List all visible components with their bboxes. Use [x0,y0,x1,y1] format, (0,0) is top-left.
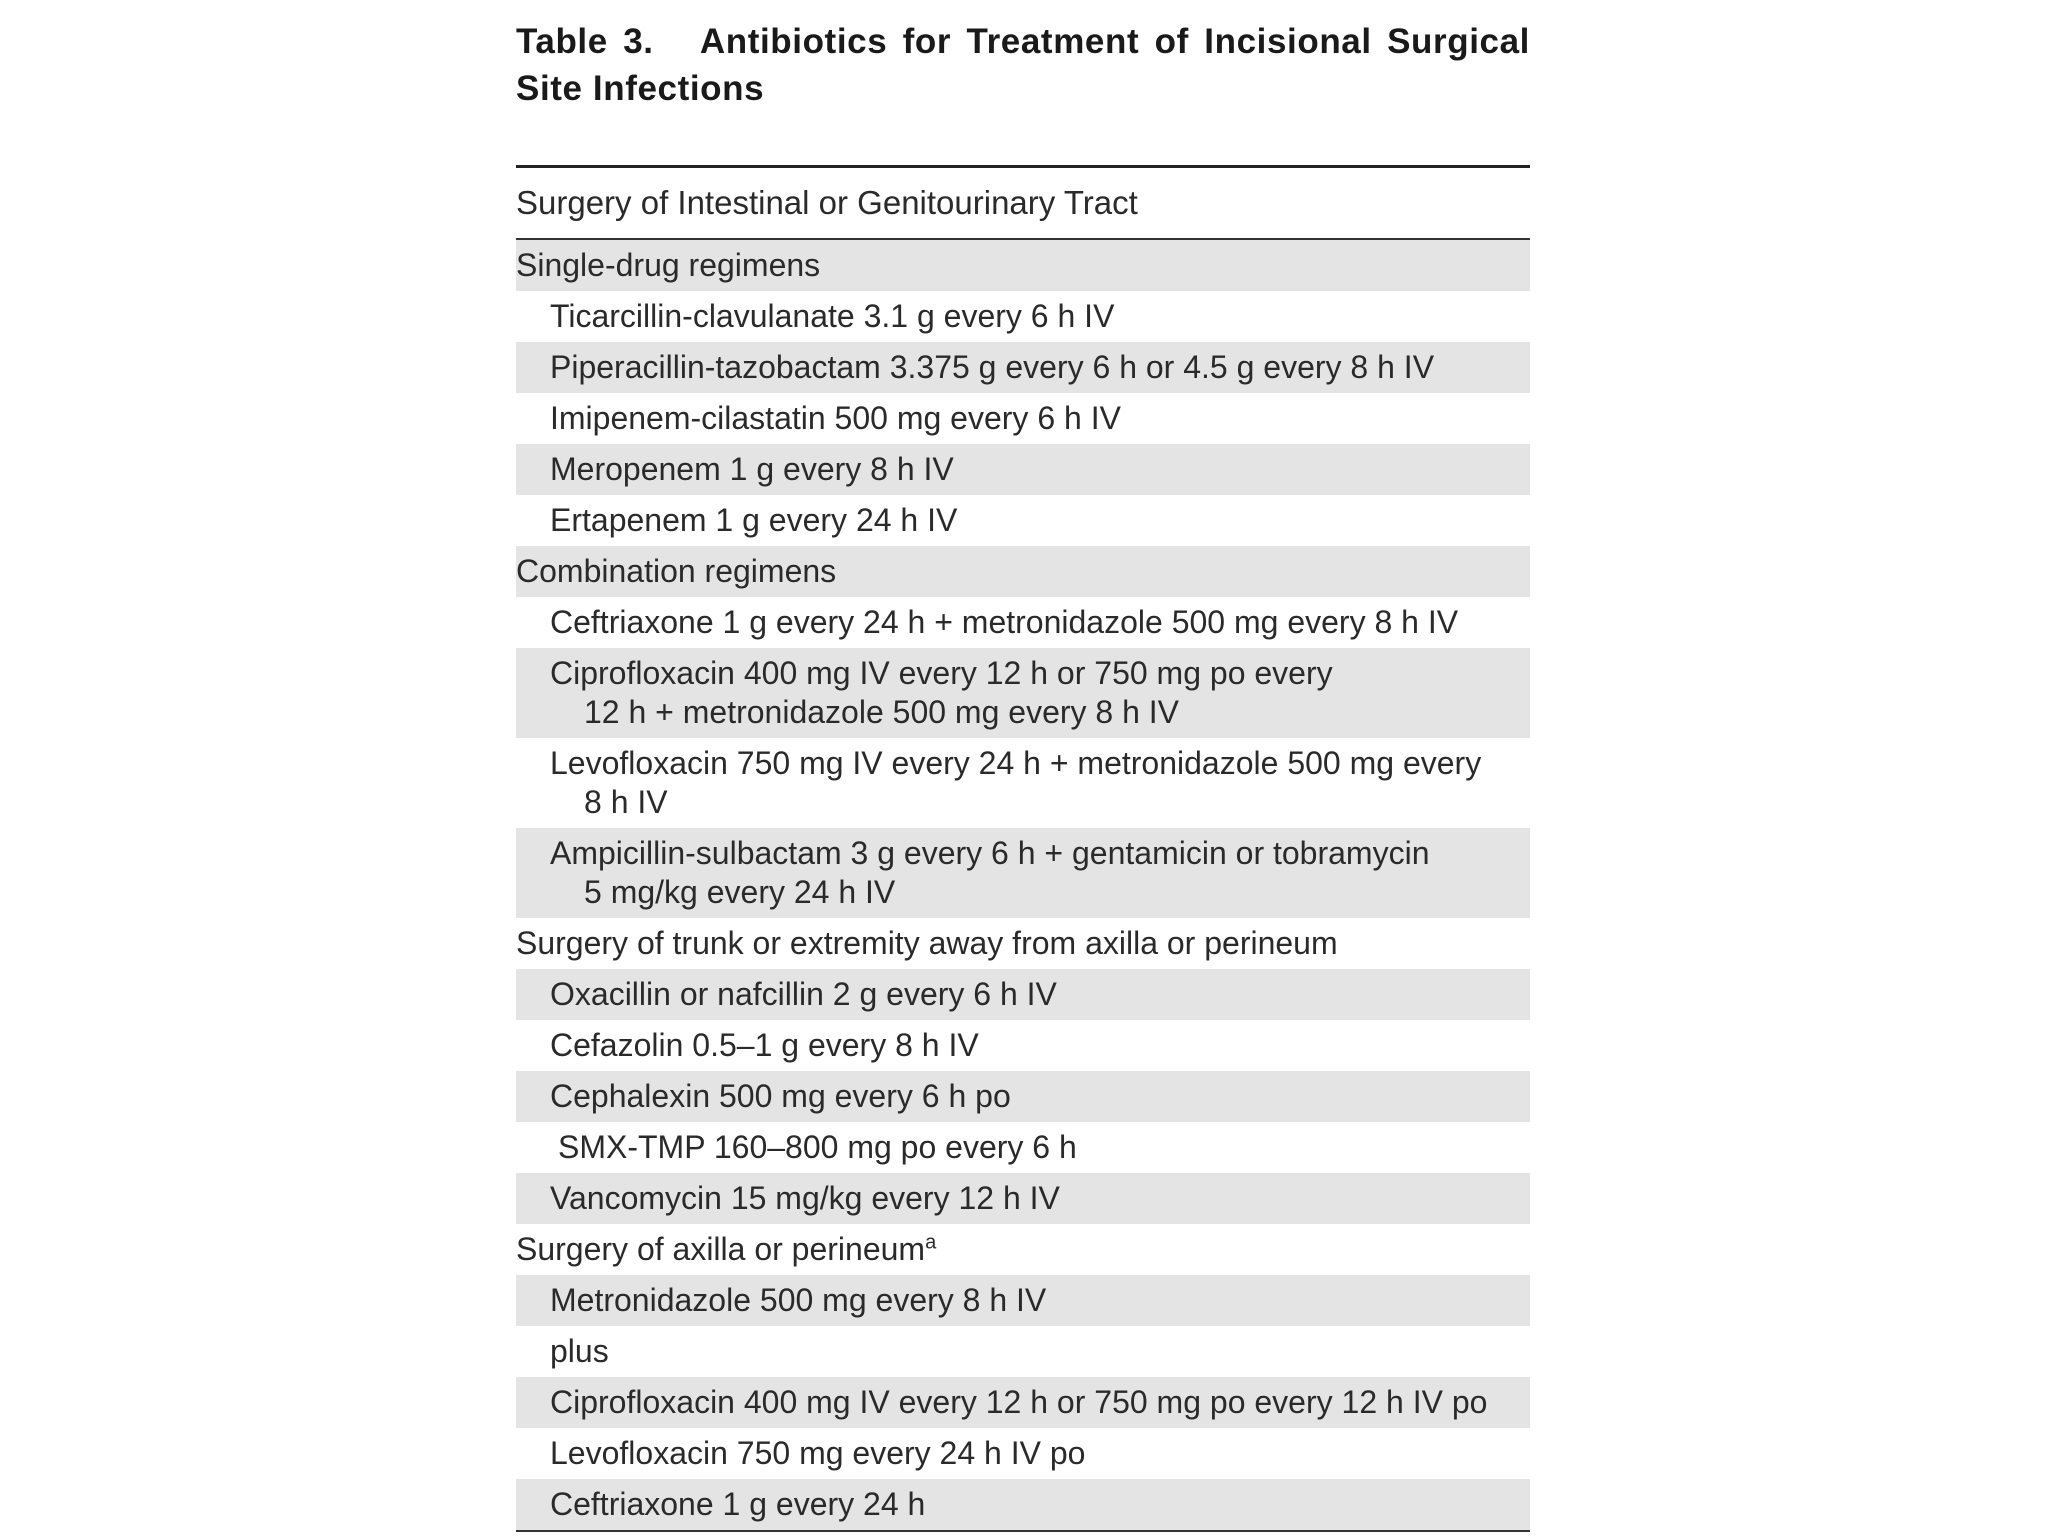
regimen-text: Ertapenem 1 g every 24 h IV [550,502,958,538]
table-row [516,444,1530,495]
table-row [516,1275,1530,1326]
table-section-row [516,240,1530,291]
bottom-rule [516,1530,1530,1532]
regimen-text: Cefazolin 0.5–1 g every 8 h IV [550,1027,979,1063]
table-row [516,495,1530,546]
table-row [516,291,1530,342]
table-header: Surgery of Intestinal or Genitourinary Tract [516,184,1138,221]
regimen-text: plus [550,1333,609,1369]
table-row [516,1377,1530,1428]
document-page [516,18,1530,1532]
table-row [516,1020,1530,1071]
table-row [516,828,1530,918]
table-section-row [516,546,1530,597]
table-body [516,240,1530,1530]
table-row [516,342,1530,393]
section-label: Surgery of axilla or perineum [516,1231,926,1267]
regimen-text: Ciprofloxacin 400 mg IV every 12 h or 750 mg po every [550,655,1333,691]
regimen-text: Cephalexin 500 mg every 6 h po [550,1078,1011,1114]
section-label: Surgery of trunk or extremity away from axilla or perineum [516,925,1338,961]
table-row [516,648,1530,738]
table-number: Table 3. [516,22,654,61]
table-row [516,393,1530,444]
regimen-text: Ampicillin-sulbactam 3 g every 6 h + gentamicin or tobramycin [550,835,1430,871]
regimen-text: Piperacillin-tazobactam 3.375 g every 6 h or 4.5 g every 8 h IV [550,349,1435,385]
table-section-row [516,1224,1530,1275]
regimen-text: Ticarcillin-clavulanate 3.1 g every 6 h IV [550,298,1115,334]
table-row [516,969,1530,1020]
regimen-text: Imipenem-cilastatin 500 mg every 6 h IV [550,400,1121,436]
regimen-text: Ciprofloxacin 400 mg IV every 12 h or 750 mg po every 12 h IV po [550,1384,1488,1420]
regimen-text: Metronidazole 500 mg every 8 h IV [550,1282,1047,1318]
table-row [516,1479,1530,1530]
table-row [516,1428,1530,1479]
regimen-text-continuation: 8 h IV [584,784,668,820]
table-title [516,18,1530,128]
table-row [516,1122,1530,1173]
table-row [516,738,1530,828]
regimen-text-continuation: 12 h + metronidazole 500 mg every 8 h IV [584,694,1180,730]
table-title-text: Antibiotics for Treatment of Incisional Surgical Site Infections [516,22,1530,108]
regimen-text: Levofloxacin 750 mg every 24 h IV po [550,1435,1086,1471]
regimen-text: Levofloxacin 750 mg IV every 24 h + metronidazole 500 mg every [550,745,1482,781]
section-label: Single-drug regimens [516,247,821,283]
regimen-text: Vancomycin 15 mg/kg every 12 h IV [550,1180,1060,1216]
footnote-marker: a [925,1231,937,1254]
table-section-row [516,918,1530,969]
table-row [516,1326,1530,1377]
table-row [516,1173,1530,1224]
table-row [516,597,1530,648]
regimen-text: Ceftriaxone 1 g every 24 h + metronidazole 500 mg every 8 h IV [550,604,1459,640]
section-label: Combination regimens [516,553,837,589]
regimen-text: Oxacillin or nafcillin 2 g every 6 h IV [550,976,1057,1012]
regimen-text: Ceftriaxone 1 g every 24 h [550,1486,926,1522]
regimen-text: SMX-TMP 160–800 mg po every 6 h [558,1129,1077,1165]
table-row [516,1071,1530,1122]
regimen-text-continuation: 5 mg/kg every 24 h IV [584,874,896,910]
regimen-text: Meropenem 1 g every 8 h IV [550,451,954,487]
